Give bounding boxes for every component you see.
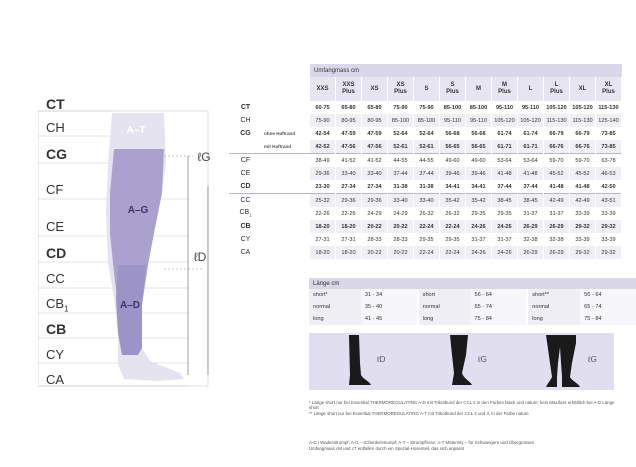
cell-value: 53-64 (518, 154, 544, 168)
length-value: 75 - 84 (580, 313, 636, 325)
circ-row (229, 127, 622, 140)
measure-label-cb1: $CB_1$ (46, 296, 69, 314)
legend-note: A-D | Wadenstrumpf; A-G – Schenkelstrumpf; A-T – Strumpfhose; A-T Maternity – für Schwangere und Übergrössen (309, 440, 535, 445)
leg-length-ag (412, 333, 510, 390)
cell-value: 66-79 (544, 127, 570, 140)
cell-value: 56-65 (466, 140, 492, 154)
circ-row (229, 101, 622, 114)
cell-value: 22-24 (414, 220, 440, 233)
cell-value: 23-30 (310, 180, 336, 194)
leg-length-at (516, 333, 614, 390)
cell-value: 37-44 (414, 167, 440, 180)
cell-value: 18-20 (310, 246, 336, 259)
cell-value: 29-32 (596, 246, 622, 259)
cell-value: 28-33 (362, 233, 388, 246)
leg-length-label: ℓG (588, 355, 597, 364)
cell-value: 65-80 (362, 101, 388, 114)
measure-label-cg: CG (46, 146, 67, 162)
cell-value: 20-22 (388, 246, 414, 259)
row-label: CA (240, 249, 251, 256)
cell-value: 47-56 (336, 140, 362, 154)
cell-value: 105-120 (518, 114, 544, 127)
cell-value: 29-36 (362, 194, 388, 208)
length-key: long (309, 313, 361, 325)
size-header: L Plus (544, 77, 570, 101)
cell-value: 61-71 (518, 140, 544, 154)
length-row (309, 301, 636, 313)
knee-stocking-icon (309, 333, 407, 390)
size-header: S Plus (440, 77, 466, 101)
cell-value: 41-48 (518, 167, 544, 180)
length-value: 35 - 40 (361, 301, 417, 313)
length-d-label: ℓD (193, 250, 207, 264)
cell-value: 27-31 (336, 233, 362, 246)
cell-value: 66-76 (544, 140, 570, 154)
row-label: CT (240, 104, 251, 111)
length-key: normal (419, 301, 471, 313)
cell-value: 39-46 (440, 167, 466, 180)
row-sublabel (262, 246, 310, 259)
cell-value: 125-140 (596, 114, 622, 127)
cell-value: 34-41 (440, 180, 466, 194)
cell-value: 73-85 (596, 140, 622, 154)
measure-label-cc: CC (46, 271, 65, 286)
cell-value: 85-100 (414, 114, 440, 127)
cell-value: 52-64 (414, 127, 440, 140)
cell-value: 75-90 (388, 101, 414, 114)
cell-value: 45-52 (544, 167, 570, 180)
cell-value: 44-55 (388, 154, 414, 168)
cell-value: 33-39 (596, 207, 622, 220)
leg-length-ad (309, 333, 407, 390)
cell-value: 65-80 (336, 101, 362, 114)
circumference-table (229, 64, 622, 259)
cell-value: 61-74 (492, 127, 518, 140)
row-sublabel (262, 180, 310, 194)
cell-value: 31-38 (388, 180, 414, 194)
cell-value: 25-32 (310, 194, 336, 208)
tights-icon (516, 333, 614, 390)
cell-value: 29-36 (336, 194, 362, 208)
cell-value: 24-26 (466, 246, 492, 259)
cell-value: 66-79 (570, 127, 596, 140)
measure-label-cb: CB (46, 321, 67, 337)
cell-value: 52-61 (414, 140, 440, 154)
cell-value: 26-29 (518, 220, 544, 233)
length-value: 56 - 64 (580, 289, 636, 301)
row-sublabel: mit Haftrand (264, 144, 292, 149)
length-key: long (419, 313, 471, 325)
cell-value: 27-34 (336, 180, 362, 194)
cell-value: 26-29 (544, 246, 570, 259)
cell-value: 24-26 (492, 220, 518, 233)
cell-value: 41-52 (362, 154, 388, 168)
row-label: CG (240, 130, 251, 137)
length-key: short (419, 289, 471, 301)
size-header: XS Plus (388, 77, 414, 101)
row-label (229, 140, 262, 154)
length-title: Länge cm (309, 278, 636, 289)
leg-length-label: ℓD (377, 355, 386, 364)
cell-value: 31-37 (518, 207, 544, 220)
cell-value: 46-53 (596, 167, 622, 180)
cell-value: 85-100 (466, 101, 492, 114)
cell-value: 41-48 (492, 167, 518, 180)
length-key: short** (528, 289, 580, 301)
measure-label-cf: CF (46, 182, 64, 197)
measure-label-cy: CY (46, 347, 65, 362)
length-g-label: ℓG (197, 150, 211, 164)
cell-value: 22-24 (414, 246, 440, 259)
cell-value: 41-48 (570, 180, 596, 194)
cell-value: 49-60 (466, 154, 492, 168)
cell-value: 22-24 (440, 246, 466, 259)
cell-value: 45-52 (570, 167, 596, 180)
size-header: S (414, 77, 440, 101)
row-label: CE (240, 170, 251, 177)
leg-length-label: ℓG (478, 355, 487, 364)
cell-value: 22-26 (336, 207, 362, 220)
row-sublabel (262, 207, 310, 220)
cell-value: 42-49 (544, 194, 570, 208)
cell-value: 26-32 (414, 207, 440, 220)
cell-value: 42-50 (596, 180, 622, 194)
leg-diagram (38, 93, 220, 388)
cell-value: 47-56 (362, 140, 388, 154)
circ-row (229, 154, 622, 168)
cell-value: 37-44 (388, 167, 414, 180)
cell-value: 66-76 (570, 140, 596, 154)
cell-value: 115-130 (570, 114, 596, 127)
length-value: 31 - 34 (361, 289, 417, 301)
size-header: L (518, 77, 544, 101)
size-header: XXS (310, 77, 336, 101)
length-key: normal (309, 301, 361, 313)
cell-value: 56-68 (466, 127, 492, 140)
thigh-stocking-icon (412, 333, 510, 390)
size-header: XL (570, 77, 596, 101)
cell-value: 115-130 (544, 114, 570, 127)
cell-value: 95-110 (492, 101, 518, 114)
cell-value: 18-20 (336, 220, 362, 233)
cell-value: 27-34 (362, 180, 388, 194)
circ-row (229, 207, 622, 220)
cell-value: 33-39 (596, 233, 622, 246)
cell-value: 63-78 (596, 154, 622, 168)
length-value: 65 - 74 (580, 301, 636, 313)
cell-value: 38-45 (518, 194, 544, 208)
cell-value: 29-36 (310, 167, 336, 180)
cell-value: 24-26 (466, 220, 492, 233)
length-table (309, 278, 636, 325)
cell-value: 27-31 (310, 233, 336, 246)
length-key: short* (309, 289, 361, 301)
cell-value: 35-42 (466, 194, 492, 208)
cell-value: 29-32 (596, 220, 622, 233)
row-sublabel (262, 220, 310, 233)
cell-value: 61-71 (492, 140, 518, 154)
row-sublabel (262, 167, 310, 180)
measure-label-ca: CA (46, 372, 65, 387)
cell-value: 20-22 (388, 220, 414, 233)
cell-value: 37-44 (492, 180, 518, 194)
size-header: M Plus (492, 77, 518, 101)
cell-value: 32-38 (544, 233, 570, 246)
length-key: normal (528, 301, 580, 313)
row-sublabel (262, 114, 310, 127)
measure-label-ct: CT (46, 96, 65, 112)
cell-value: 115-130 (596, 101, 622, 114)
zone-at-label: A–T (126, 125, 146, 136)
row-sublabel: ohne Haftrand (264, 131, 296, 136)
length-value: 75 - 84 (471, 313, 527, 325)
cell-value: 33-40 (336, 167, 362, 180)
length-legs-band (309, 333, 614, 390)
cell-value: 24-29 (362, 207, 388, 220)
circ-row (229, 194, 622, 208)
cell-value: 24-29 (388, 207, 414, 220)
cell-value: 26-32 (440, 207, 466, 220)
cell-value: 29-35 (466, 207, 492, 220)
cell-value: 47-59 (336, 127, 362, 140)
cell-value: 47-59 (362, 127, 388, 140)
cell-value: 28-33 (388, 233, 414, 246)
cell-value: 37-44 (518, 180, 544, 194)
circ-row (229, 246, 622, 259)
length-value: 65 - 74 (471, 301, 527, 313)
cell-value: 42-54 (310, 127, 336, 140)
cell-value: 38-45 (492, 194, 518, 208)
measure-label-ch: CH (46, 120, 65, 135)
circ-row (229, 233, 622, 246)
row-sublabel (262, 101, 310, 114)
size-header: XS (362, 77, 388, 101)
cell-value: 31-37 (466, 233, 492, 246)
circ-row (229, 114, 622, 127)
cell-value: 95-110 (440, 114, 466, 127)
footnote-2: ** Länge short nur bei Essential THERMOREGULATING A-T mit Trikotbund der CCL 2 und 3, in der Farbe nature (309, 411, 529, 416)
cell-value: 33-40 (362, 167, 388, 180)
cell-value: 105-120 (492, 114, 518, 127)
cell-value: 31-37 (492, 233, 518, 246)
cell-value: 42-49 (570, 194, 596, 208)
cell-value: 22-26 (310, 207, 336, 220)
cell-value: 26-29 (518, 246, 544, 259)
cell-value: 85-100 (440, 101, 466, 114)
row-label: CF (229, 154, 262, 168)
row-label: $CB_1$ (239, 209, 252, 218)
row-label: CH (240, 117, 251, 124)
cell-value: 20-22 (362, 220, 388, 233)
cell-value: 80-95 (362, 114, 388, 127)
cell-value: 33-40 (414, 194, 440, 208)
cell-value: 95-110 (466, 114, 492, 127)
row-sublabel (262, 194, 310, 208)
cell-value: 29-35 (414, 233, 440, 246)
footnote-1: * Länge short nur bei Essential THERMOREGULATING A-D mit Trikotbund der CCL 2 in den Farben black und nature; kein Maxifuss erhältlich bei A-D Länge short (309, 400, 615, 411)
row-label: CD (240, 183, 251, 190)
circ-row (229, 220, 622, 233)
row-label: CB (240, 223, 251, 230)
row-sublabel (262, 154, 310, 168)
cell-value: 80-95 (336, 114, 362, 127)
cell-value: 29-32 (570, 246, 596, 259)
legend-note-2: Umfangmass cM und cT entfallen durch ein Spezial-Hosenteil, das sich anpasst (309, 446, 465, 451)
length-row (309, 289, 636, 301)
size-header: XL Plus (596, 77, 622, 101)
cell-value: 33-39 (570, 233, 596, 246)
cell-value: 41-52 (336, 154, 362, 168)
size-header: M (466, 77, 492, 101)
circ-row (229, 140, 622, 154)
cell-value: 18-20 (310, 220, 336, 233)
cell-value: 29-35 (440, 233, 466, 246)
length-value: 41 - 45 (361, 313, 417, 325)
zone-ad-label: A–D (119, 300, 141, 311)
cell-value: 32-38 (518, 233, 544, 246)
cell-value: 24-26 (492, 246, 518, 259)
cell-value: 44-55 (414, 154, 440, 168)
cell-value: 105-120 (570, 101, 596, 114)
size-header: XXS Plus (336, 77, 362, 101)
circ-row (229, 180, 622, 194)
cell-value: 35-42 (440, 194, 466, 208)
cell-value: 49-60 (440, 154, 466, 168)
cell-value: 34-41 (466, 180, 492, 194)
cell-value: 59-70 (570, 154, 596, 168)
cell-value: 31-37 (544, 207, 570, 220)
cell-value: 22-24 (440, 220, 466, 233)
length-row (309, 313, 636, 325)
cell-value: 105-120 (544, 101, 570, 114)
zone-ag-label: A–G (127, 205, 149, 216)
measure-label-ce: CE (46, 219, 65, 234)
circ-row (229, 167, 622, 180)
cell-value: 20-22 (362, 246, 388, 259)
cell-value: 29-35 (492, 207, 518, 220)
length-key: long (528, 313, 580, 325)
cell-value: 61-74 (518, 127, 544, 140)
cell-value: 33-39 (570, 207, 596, 220)
cell-value: 29-32 (570, 220, 596, 233)
length-value: 56 - 64 (471, 289, 527, 301)
cell-value: 75-90 (414, 101, 440, 114)
row-sublabel (262, 233, 310, 246)
row-label: CY (240, 236, 251, 243)
cell-value: 26-29 (544, 220, 570, 233)
cell-value: 95-110 (518, 101, 544, 114)
cell-value: 39-46 (466, 167, 492, 180)
cell-value: 41-48 (544, 180, 570, 194)
cell-value: 59-70 (544, 154, 570, 168)
cell-value: 85-100 (388, 114, 414, 127)
row-label: CC (229, 194, 262, 208)
cell-value: 43-51 (596, 194, 622, 208)
cell-value: 42-52 (310, 140, 336, 154)
cell-value: 18-20 (336, 246, 362, 259)
cell-value: 53-64 (492, 154, 518, 168)
cell-value: 56-68 (440, 127, 466, 140)
cell-value: 75-90 (310, 114, 336, 127)
cell-value: 33-40 (388, 194, 414, 208)
cell-value: 73-85 (596, 127, 622, 140)
cell-value: 60-75 (310, 101, 336, 114)
cell-value: 52-61 (388, 140, 414, 154)
cell-value: 56-65 (440, 140, 466, 154)
cell-value: 52-64 (388, 127, 414, 140)
measure-label-cd: CD (46, 245, 67, 261)
cell-value: 31-38 (414, 180, 440, 194)
cell-value: 38-49 (310, 154, 336, 168)
circumference-title: Umfangmass cm (310, 64, 622, 77)
